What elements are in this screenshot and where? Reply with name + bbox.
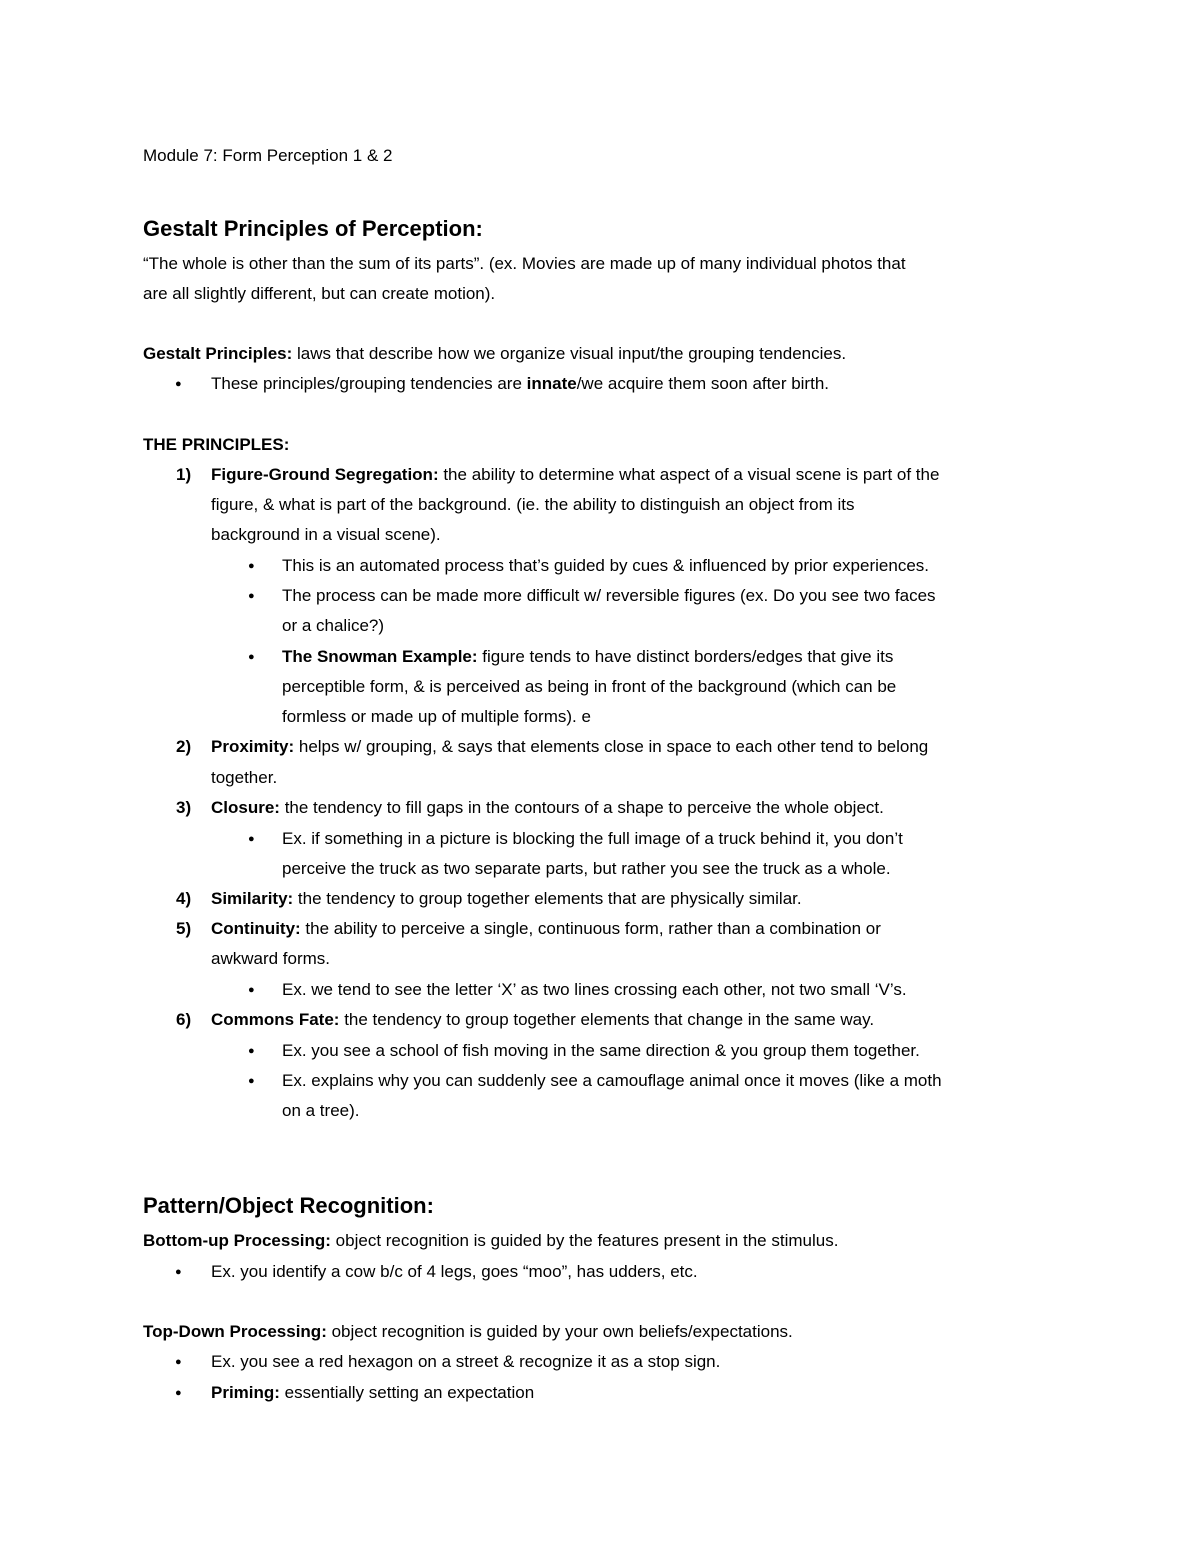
- principle-6-number: 6): [176, 1010, 192, 1029]
- principle-3-bullet-1-line-2: perceive the truck as two separate parts, but rather you see the truck as a whole.: [282, 859, 891, 878]
- principle-1-line-3: background in a visual scene).: [211, 525, 441, 544]
- principle-1-line-2: figure, & what is part of the background. (ie. the ability to distinguish an object from its: [211, 495, 855, 514]
- top-down-text: object recognition is guided by your own beliefs/expectations.: [326, 1322, 793, 1341]
- principle-6-bullet-2-line-2: on a tree).: [282, 1101, 360, 1120]
- principle-3-number: 3): [176, 798, 192, 817]
- gestalt-definition-term: Gestalt Principles:: [143, 344, 293, 363]
- principle-1-line-1: [211, 463, 939, 487]
- bullet-icon: ●: [248, 1075, 255, 1087]
- principle-6-bullet-1: Ex. you see a school of fish moving in the same direction & you group them together.: [282, 1041, 920, 1060]
- top-down-definition: [143, 1320, 793, 1344]
- principle-1-term: Figure-Ground Segregation:: [211, 465, 439, 484]
- gestalt-quote-line-2: are all slightly different, but can create motion).: [143, 284, 496, 303]
- bullet-icon: ●: [248, 833, 255, 845]
- principle-2-number: 2): [176, 737, 192, 756]
- principle-5-text-1: the ability to perceive a single, continuous form, rather than a combination or: [300, 919, 881, 938]
- principle-3-text-1: the tendency to fill gaps in the contours of a shape to perceive the whole object.: [279, 798, 884, 817]
- gestalt-bullet-pre: These principles/grouping tendencies are: [211, 374, 527, 393]
- principle-1-bullet-2-line-1: The process can be made more difficult w/ reversible figures (ex. Do you see two faces: [282, 586, 936, 605]
- principle-3-line-1: [211, 796, 884, 820]
- bullet-icon: ●: [175, 1356, 182, 1368]
- gestalt-heading: Gestalt Principles of Perception:: [143, 216, 483, 241]
- principle-4-line-1: [211, 887, 802, 911]
- gestalt-definition: [143, 342, 846, 366]
- principle-1-bullet-3-line-3: formless or made up of multiple forms). e: [282, 707, 591, 726]
- principle-2-text-1: helps w/ grouping, & says that elements close in space to each other tend to belong: [294, 737, 929, 756]
- principle-1-bullet-3-line-1: [282, 645, 893, 669]
- principle-1-text-1: the ability to determine what aspect of a visual scene is part of the: [438, 465, 940, 484]
- principle-6-bullet-2-line-1: Ex. explains why you can suddenly see a camouflage animal once it moves (like a moth: [282, 1071, 942, 1090]
- principle-6-text-1: the tendency to group together elements that change in the same way.: [339, 1010, 875, 1029]
- principle-5-number: 5): [176, 919, 192, 938]
- priming-term: Priming:: [211, 1383, 280, 1402]
- gestalt-bullet-post: /we acquire them soon after birth.: [576, 374, 829, 393]
- principle-6-term: Commons Fate:: [211, 1010, 340, 1029]
- gestalt-quote-line-1: “The whole is other than the sum of its parts”. (ex. Movies are made up of many individual photos that: [143, 254, 906, 273]
- gestalt-bullet: [211, 372, 829, 396]
- principle-1-number: 1): [176, 465, 192, 484]
- bullet-icon: ●: [248, 560, 255, 572]
- principle-4-text-1: the tendency to group together elements that are physically similar.: [293, 889, 802, 908]
- principle-2-term: Proximity:: [211, 737, 295, 756]
- principle-2-line-1: [211, 735, 928, 759]
- gestalt-definition-text: laws that describe how we organize visual input/the grouping tendencies.: [292, 344, 847, 363]
- gestalt-bullet-bold: innate: [526, 374, 577, 393]
- principle-4-term: Similarity:: [211, 889, 294, 908]
- bullet-icon: ●: [248, 984, 255, 996]
- snowman-text: figure tends to have distinct borders/edges that give its: [477, 647, 894, 666]
- principle-1-bullet-1: This is an automated process that’s guided by cues & influenced by prior experiences.: [282, 556, 929, 575]
- snowman-term: The Snowman Example:: [282, 647, 478, 666]
- top-down-bullet-1: Ex. you see a red hexagon on a street & recognize it as a stop sign.: [211, 1352, 721, 1371]
- principles-heading: THE PRINCIPLES:: [143, 435, 290, 454]
- bottom-up-text: object recognition is guided by the features present in the stimulus.: [330, 1231, 839, 1250]
- bullet-icon: ●: [248, 1045, 255, 1057]
- pattern-heading: Pattern/Object Recognition:: [143, 1193, 434, 1218]
- bullet-icon: ●: [175, 378, 182, 390]
- bullet-icon: ●: [175, 1266, 182, 1278]
- priming-text: essentially setting an expectation: [279, 1383, 535, 1402]
- principle-5-line-2: awkward forms.: [211, 949, 331, 968]
- principle-1-bullet-2-line-2: or a chalice?): [282, 616, 385, 635]
- principle-5-term: Continuity:: [211, 919, 301, 938]
- top-down-bullet-2: [211, 1381, 534, 1405]
- principle-5-line-1: [211, 917, 881, 941]
- bullet-icon: ●: [248, 590, 255, 602]
- principle-4-number: 4): [176, 889, 192, 908]
- principle-3-term: Closure:: [211, 798, 280, 817]
- principle-1-bullet-3-line-2: perceptible form, & is perceived as being in front of the background (which can be: [282, 677, 897, 696]
- principle-2-line-2: together.: [211, 768, 278, 787]
- principle-5-bullet-1: Ex. we tend to see the letter ‘X’ as two lines crossing each other, not two small ‘V’s.: [282, 980, 907, 999]
- principle-3-bullet-1-line-1: Ex. if something in a picture is blocking the full image of a truck behind it, you don’t: [282, 829, 903, 848]
- bullet-icon: ●: [248, 651, 255, 663]
- bottom-up-bullet-1: Ex. you identify a cow b/c of 4 legs, goes “moo”, has udders, etc.: [211, 1262, 698, 1281]
- principle-6-line-1: [211, 1008, 874, 1032]
- bottom-up-definition: [143, 1229, 838, 1253]
- bottom-up-term: Bottom-up Processing:: [143, 1231, 331, 1250]
- top-down-term: Top-Down Processing:: [143, 1322, 327, 1341]
- module-title: Module 7: Form Perception 1 & 2: [143, 146, 393, 165]
- bullet-icon: ●: [175, 1387, 182, 1399]
